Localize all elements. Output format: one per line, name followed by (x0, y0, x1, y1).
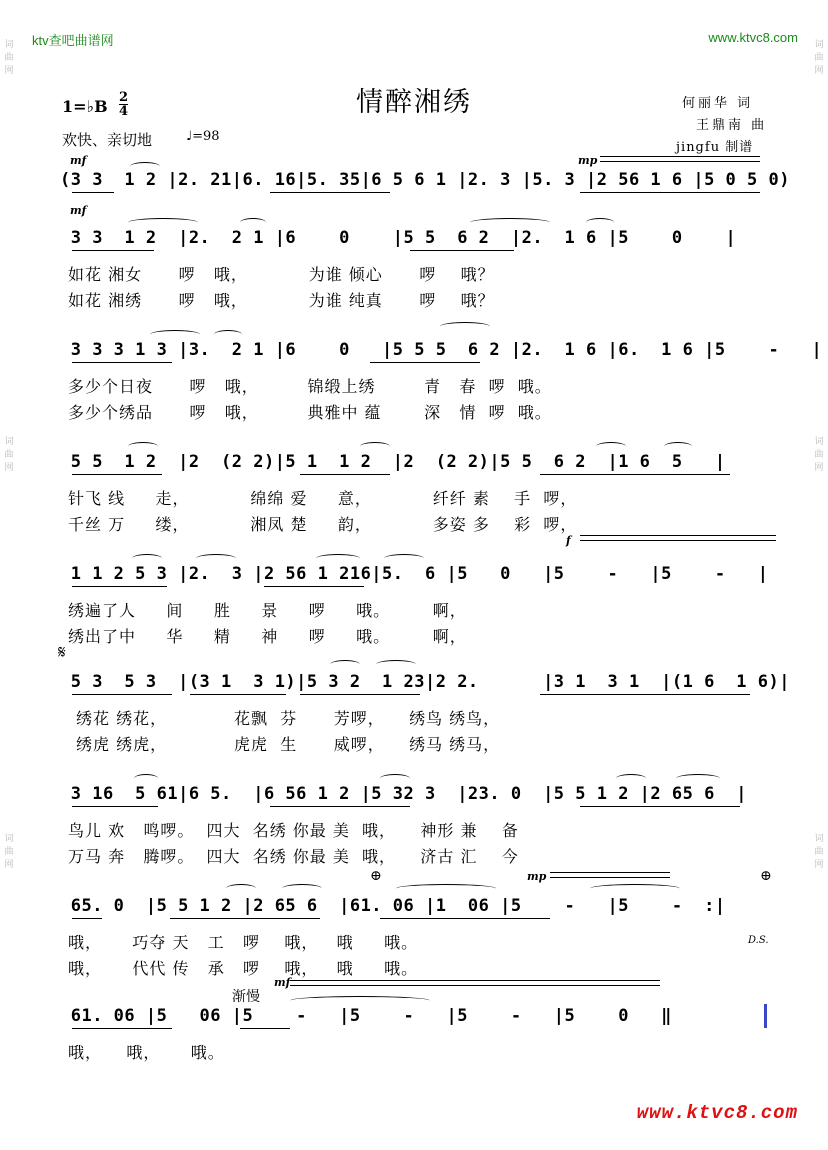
notes-line-5: 1 1 2 5 3 |2. 3 |2 56 1 216|5. 6 |5 0 |5 - |5 - | (60, 564, 769, 584)
final-barline (764, 1004, 767, 1028)
watermark-char: 曲 (4, 53, 14, 63)
score-line-2 (60, 228, 772, 248)
beam (410, 250, 514, 251)
slur (282, 884, 322, 893)
time-signature (119, 91, 128, 118)
watermark-char: 网 (4, 860, 14, 870)
notes-line-1: (3 3 1 2 |2. 21|6. 16|5. 35|6 5 6 1 |2. 3 |5. 3 |2 56 1 6 |5 0 5 0) (60, 170, 790, 190)
slur (128, 218, 198, 227)
arranger-credit: jingfu 制谱 (676, 140, 754, 155)
score-line-3 (60, 340, 823, 360)
lyric-line-4-verse-2: 千丝 万 缕， 湘凤 楚 韵， 多姿 多 彩 啰， (68, 515, 578, 534)
watermark-char: 词 (814, 40, 824, 50)
dynamic-mp-coda: mp (527, 870, 547, 883)
lyric-line-2-verse-2: 如花 湘绣 啰 哦， 为谁 纯真 啰 哦？ (68, 291, 495, 310)
slur (384, 554, 424, 563)
score-line-8 (60, 896, 772, 916)
notes-line-8: 65. 0 |5 5 1 2 |2 65 6 |61. 06 |1 06 |5 - |5 - :| (60, 896, 726, 916)
dal-segno-mark: D.S. (748, 935, 769, 946)
beam (540, 694, 750, 695)
slur (596, 442, 626, 451)
slur (664, 442, 692, 451)
dynamic-mf-intro: mf (70, 154, 87, 167)
lyric-line-5-verse-1: 绣遍了人 间 胜 景 啰 哦。 啊， (68, 601, 467, 620)
beam (72, 250, 154, 251)
beam (540, 474, 730, 475)
slur (586, 218, 614, 227)
slur (150, 330, 200, 339)
notes-line-4: 5 5 1 2 |2 (2 2)|5 1 1 2 |2 (2 2)|5 5 6 2 |1 6 5 | (60, 452, 726, 472)
watermark-group (812, 834, 826, 871)
beam (270, 192, 390, 193)
slur (128, 442, 158, 451)
lyricist-credit: 何丽华 词 (682, 96, 754, 111)
lyric-line-9: 哦， 哦， 哦。 (68, 1043, 225, 1062)
tempo-marking: 欢快、亲切地 (62, 131, 153, 149)
score-line-9 (60, 1006, 772, 1026)
watermark-char: 词 (4, 40, 14, 50)
segno-sign: 𝄋 (58, 642, 66, 663)
slur (226, 884, 256, 893)
watermark-char: 网 (4, 463, 14, 473)
lyric-line-6-verse-1: 绣花 绣花， 花飘 芬 芳啰， 绣鸟 绣鸟， (76, 709, 501, 728)
watermark-group (2, 834, 16, 871)
slur (330, 660, 360, 669)
score-line-7 (60, 784, 772, 804)
beam (580, 192, 760, 193)
lyric-line-2-verse-1: 如花 湘女 啰 哦， 为谁 倾心 啰 哦？ (68, 265, 495, 284)
score-line-4 (60, 452, 772, 472)
beam (240, 1028, 290, 1029)
beam (72, 362, 172, 363)
notes-line-9: 61. 06 |5 06 |5 - |5 - |5 - |5 0 ‖ (60, 1006, 672, 1026)
key-signature: 1=♭B (62, 97, 108, 116)
beam (270, 806, 410, 807)
watermark-column-left (2, 0, 16, 1150)
lyric-line-8-verse-2: 哦， 代代 传 承 啰 哦， 哦 哦。 (68, 959, 419, 978)
slur (470, 218, 550, 227)
watermark-char: 网 (4, 66, 14, 76)
slur (376, 660, 416, 669)
lyric-line-8-verse-1: 哦， 巧夺 天 工 啰 哦， 哦 哦。 (68, 933, 419, 952)
metronome-marking: ♩=98 (186, 129, 220, 144)
watermark-group (812, 40, 826, 77)
watermark-char: 曲 (814, 847, 824, 857)
lyric-line-7-verse-2: 万马 奔 腾啰。 四大 名绣 你最 美 哦， 济古 汇 今 (68, 847, 519, 866)
watermark-char: 曲 (814, 450, 824, 460)
composer-credit: 王鼎南 曲 (696, 118, 768, 133)
slur (132, 554, 162, 563)
notes-line-3: 3 3 3 1 3 |3. 2 1 |6 0 |5 5 5 6 2 |2. 1 6 |6. 1 6 |5 - | (60, 340, 823, 360)
beam (72, 806, 158, 807)
song-title: 情醉湘绣 (356, 87, 472, 118)
site-logo-footer[interactable]: www.ktvc8.com (636, 1102, 798, 1124)
slur (240, 218, 266, 227)
watermark-char: 词 (814, 834, 824, 844)
slur (616, 774, 646, 783)
beam (72, 1028, 172, 1029)
score-line-6 (60, 672, 790, 692)
coda-sign-first: ⊕ (370, 868, 382, 884)
beam (190, 694, 286, 695)
score-line-1 (60, 170, 790, 190)
hairpin-ending (290, 980, 660, 986)
slur (130, 162, 160, 171)
site-name-left[interactable]: ktv查吧曲谱网 (32, 33, 114, 48)
slur (440, 322, 490, 331)
beam (72, 918, 102, 919)
coda-sign-second: ⊕ (760, 868, 772, 884)
beam (170, 918, 320, 919)
watermark-group (812, 437, 826, 474)
time-signature-bottom: 4 (119, 104, 129, 119)
beam (580, 806, 740, 807)
slur (396, 884, 496, 893)
slur (590, 884, 680, 893)
lyric-line-4-verse-1: 针飞 线 走， 绵绵 爱 意， 纤纤 素 手 啰， (68, 489, 578, 508)
score-line-5 (60, 564, 772, 584)
slur (290, 996, 430, 1005)
slur (360, 442, 390, 451)
lyric-line-6-verse-2: 绣虎 绣虎， 虎虎 生 威啰， 绣马 绣马， (76, 735, 501, 754)
dynamic-f: f (566, 534, 571, 547)
watermark-char: 网 (814, 66, 824, 76)
notes-line-7: 3 16 5 61|6 5. |6 56 1 2 |5 32 3 |23. 0 |5 5 1 2 |2 65 6 | (60, 784, 748, 804)
beam (264, 586, 364, 587)
watermark-group (2, 40, 16, 77)
slur (196, 554, 236, 563)
slur (676, 774, 720, 783)
slur (134, 774, 158, 783)
beam (370, 362, 480, 363)
watermark-char: 词 (4, 834, 14, 844)
crescendo-hairpin (580, 535, 776, 541)
site-url-right[interactable]: www.ktvc8.com (708, 30, 798, 45)
watermark-group (2, 437, 16, 474)
beam (300, 474, 390, 475)
dynamic-mf-verse: mf (70, 204, 87, 217)
notes-line-2: 3 3 1 2 |2. 2 1 |6 0 |5 5 6 2 |2. 1 6 |5 0 | (60, 228, 737, 248)
slur (380, 774, 410, 783)
decrescendo-hairpin-coda (550, 872, 670, 878)
beam (300, 694, 420, 695)
notes-line-6: 5 3 5 3 |(3 1 3 1)|5 3 2 1 23|2 2. |3 1 3 1 |(1 6 1 6)| (60, 672, 790, 692)
watermark-char: 词 (4, 437, 14, 447)
beam (72, 586, 167, 587)
watermark-column-right (812, 0, 826, 1150)
time-signature-top: 2 (119, 90, 129, 105)
beam (72, 192, 114, 193)
dynamic-mp-intro: mp (578, 154, 598, 167)
lyric-line-3-verse-2: 多少个绣品 啰 哦， 典雅中 蕴 深 情 啰 哦。 (68, 403, 552, 422)
slur (316, 554, 360, 563)
watermark-char: 曲 (814, 53, 824, 63)
decrescendo-hairpin (600, 156, 760, 162)
beam (72, 694, 172, 695)
watermark-char: 网 (814, 463, 824, 473)
slur (214, 330, 242, 339)
watermark-char: 曲 (4, 847, 14, 857)
lyric-line-5-verse-2: 绣出了中 华 精 神 啰 哦。 啊， (68, 627, 467, 646)
lyric-line-3-verse-1: 多少个日夜 啰 哦， 锦缎上绣 青 春 啰 哦。 (68, 377, 552, 396)
watermark-char: 曲 (4, 450, 14, 460)
watermark-char: 词 (814, 437, 824, 447)
dynamic-mf-ending: mf (274, 976, 291, 989)
beam (380, 918, 550, 919)
beam (72, 474, 162, 475)
lyric-line-7-verse-1: 鸟儿 欢 鸣啰。 四大 名绣 你最 美 哦， 神形 兼 备 (68, 821, 519, 840)
watermark-char: 网 (814, 860, 824, 870)
ritardando-mark: 渐慢 (232, 989, 260, 1005)
